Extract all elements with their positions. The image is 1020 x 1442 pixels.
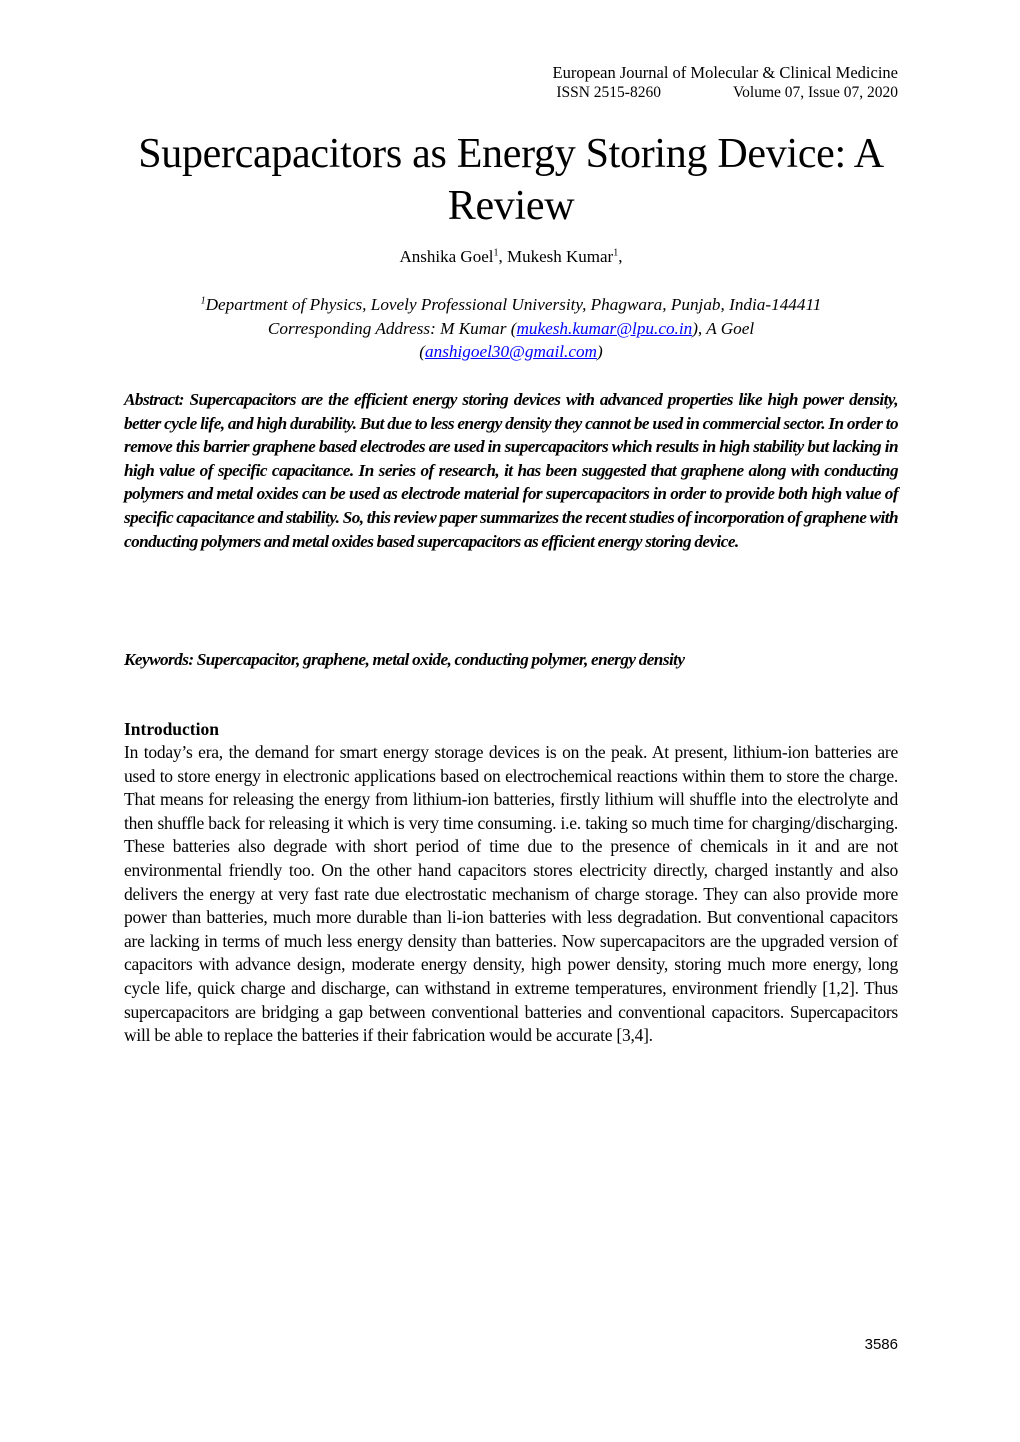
correspondence-middle: ), A Goel — [692, 318, 755, 338]
abstract-label: Abstract: — [124, 390, 184, 409]
journal-volume-issue: Volume 07, Issue 07, 2020 — [732, 84, 898, 101]
author-affiliation-mark: 1 — [493, 247, 499, 259]
paren-close: ) — [596, 342, 603, 361]
correspondence-prefix: Corresponding Address: M Kumar ( — [267, 318, 517, 338]
journal-name: European Journal of Molecular & Clinical Medicine — [552, 63, 898, 82]
affiliation-line — [124, 293, 898, 317]
keywords-label: Keywords: — [124, 650, 194, 669]
abstract — [124, 388, 898, 553]
journal-issn: ISSN 2515-8260 — [556, 84, 661, 101]
section-heading-introduction: Introduction — [124, 719, 219, 739]
affiliation-text: Department of Physics, Lovely Professional University, Phagwara, Punjab, India-144411 — [205, 295, 822, 314]
correspondence-line-2 — [124, 340, 898, 364]
author-name: Mukesh Kumar — [506, 247, 614, 266]
author-affiliation-mark: 1 — [613, 247, 619, 259]
abstract-text: Supercapacitors are the efficient energy storing devices with advanced properties like high power density, better cycle life, and high durability. But due to less energy density they cannot be used in commercial sector. In order to remove this barrier graphene based electrodes are used in supercapacitors which results in high stability but lacking in high value of specific capacitance. In series of research, it has been suggested that graphene along with conducting polymers and metal oxides can be used as electrode material for supercapacitors in order to provide both high value of specific capacitance and stability. So, this review paper summarizes the recent studies of incorporation of graphene with conducting polymers and metal oxides based supercapacitors as efficient energy storing device. — [124, 390, 898, 551]
journal-meta — [553, 83, 898, 103]
affiliation-block — [124, 293, 898, 364]
author-separator: , — [498, 247, 507, 266]
author-name: Anshika Goel — [399, 247, 494, 266]
paper-title: Supercapacitors as Energy Storing Device: A Review — [138, 131, 884, 229]
journal-header — [553, 63, 898, 103]
paren-open: ( — [419, 342, 426, 361]
page-number: 3586 — [864, 1336, 898, 1353]
keywords-text: Supercapacitor, graphene, metal oxide, conducting polymer, energy density — [193, 650, 685, 669]
correspondence-line — [124, 317, 898, 341]
email-link-goel[interactable]: anshigoel30@gmail.com — [425, 342, 597, 361]
email-link-kumar[interactable]: mukesh.kumar@lpu.co.in — [516, 318, 693, 338]
introduction-paragraph: In today’s era, the demand for smart energy storage devices is on the peak. At present, lithium-ion batteries are used to store energy in electronic applications based on electrochemical reactions within them to store the charge. That means for releasing the energy from lithium-ion batteries, firstly lithium will shuffle into the electrolyte and then shuffle back for releasing it which is very time consuming. i.e. taking so much time for charging/discharging. These batteries also degrade with short period of time due to the presence of chemicals in it and are not environmental friendly too. On the other hand capacitors stores electricity directly, charged instantly and also delivers the energy at very fast rate due electrostatic mechanism of charge storage. They can also provide more power than batteries, much more durable than li-ion batteries with less degradation. But conventional capacitors are lacking in terms of much less energy density than batteries. Now supercapacitors are the upgraded version of capacitors with advance design, moderate energy density, high power density, storing much more energy, long cycle life, quick charge and discharge, can withstand in extreme temperatures, environment friendly [1,2]. Thus supercapacitors are bridging a gap between conventional batteries and conventional capacitors. Supercapacitors will be able to replace the batteries if their fabrication would be accurate [3,4]. — [124, 742, 898, 1046]
author-list — [124, 246, 898, 268]
keywords — [124, 648, 898, 672]
author-trailing: , — [618, 247, 623, 266]
affiliation-mark: 1 — [200, 295, 206, 307]
